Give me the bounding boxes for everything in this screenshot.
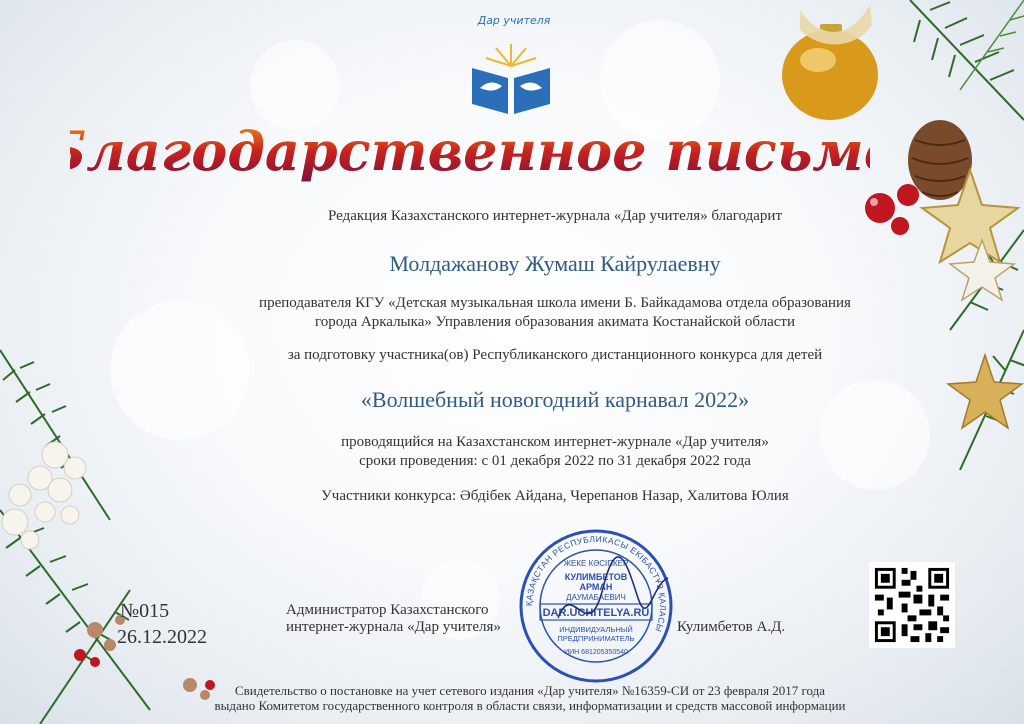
stamp-site: DAR.UCHITELYA.RU — [542, 607, 650, 619]
dates-line: сроки проведения: с 01 декабря 2022 по 31 декабря 2022 года — [359, 453, 751, 469]
intro-text: Редакция Казахстанского интернет-журнала «Дар учителя» благодарит — [327, 208, 783, 224]
position-line-1: преподавателя КГУ «Детская музыкальная школа имени Б. Байкадамова отдела образования — [259, 295, 851, 311]
stamp-top: ЖЕКЕ КӘСІПКЕР — [563, 559, 629, 568]
footer-line-2: выдано Комитетом государственного контроля в области связи, информатизации и средств массовой информации — [214, 698, 846, 713]
white-berries-icon — [2, 442, 86, 549]
reason-text: за подготовку участника(ов) Республиканского дистанционного конкурса для детей — [287, 347, 823, 363]
contest-name: «Волшебный новогодний карнавал 2022» — [360, 387, 750, 412]
recipient-name: Молдажанову Жумаш Кайрулаевну — [389, 251, 721, 276]
christmas-decoration-bottom-left — [0, 290, 230, 724]
title-text: Благодарственное письмо — [70, 119, 870, 183]
footer-line-1: Свидетельство о постановке на учет сетевого издания «Дар учителя» №16359-СИ от 23 февраля 2017 года — [234, 683, 826, 698]
certificate-number: №015 — [120, 600, 170, 622]
official-stamp — [518, 528, 674, 684]
held-line: проводящийся на Казахстанском интернет-журнале «Дар учителя» — [341, 434, 769, 450]
signer-name: Кулимбетов А.Д. — [677, 619, 786, 635]
pine-cone-icon — [908, 120, 972, 200]
stamp-name-1: КУЛИМБЕТОВ — [564, 572, 628, 582]
position-line-2: города Аркалыка» Управления образования акимата Костанайской области — [315, 314, 795, 330]
stamp-ring-text: ҚАЗАҚСТАН РЕСПУБЛИКАСЫ ЕКІБАСТҰЗ ҚАЛАСЫ — [523, 533, 669, 634]
qr-code-icon — [869, 562, 955, 648]
admin-line-1: Администратор Казахстанского — [286, 602, 489, 618]
admin-line-2: интернет-журнала «Дар учителя» — [286, 619, 501, 635]
participants-text: Участники конкурса: Әбдібек Айдана, Черепанов Назар, Халитова Юлия — [321, 488, 789, 504]
stamp-bottom-1: ИНДИВИДУАЛЬНЫЙ — [559, 625, 633, 634]
stamp-iin: ИИН 681205350540 — [564, 649, 628, 656]
sun-rays-icon — [486, 44, 536, 66]
logo-text: Дар учителя — [477, 14, 551, 27]
qr-code — [869, 562, 955, 648]
certificate-date: 26.12.2022 — [117, 626, 207, 648]
stamp-name-2: АРМАН — [579, 582, 613, 592]
page-title — [70, 100, 870, 195]
stamp-name-3: ДАУМАБАЕВИЧ — [566, 593, 626, 602]
stamp-bottom-2: ПРЕДПРИНИМАТЕЛЬ — [557, 634, 635, 643]
